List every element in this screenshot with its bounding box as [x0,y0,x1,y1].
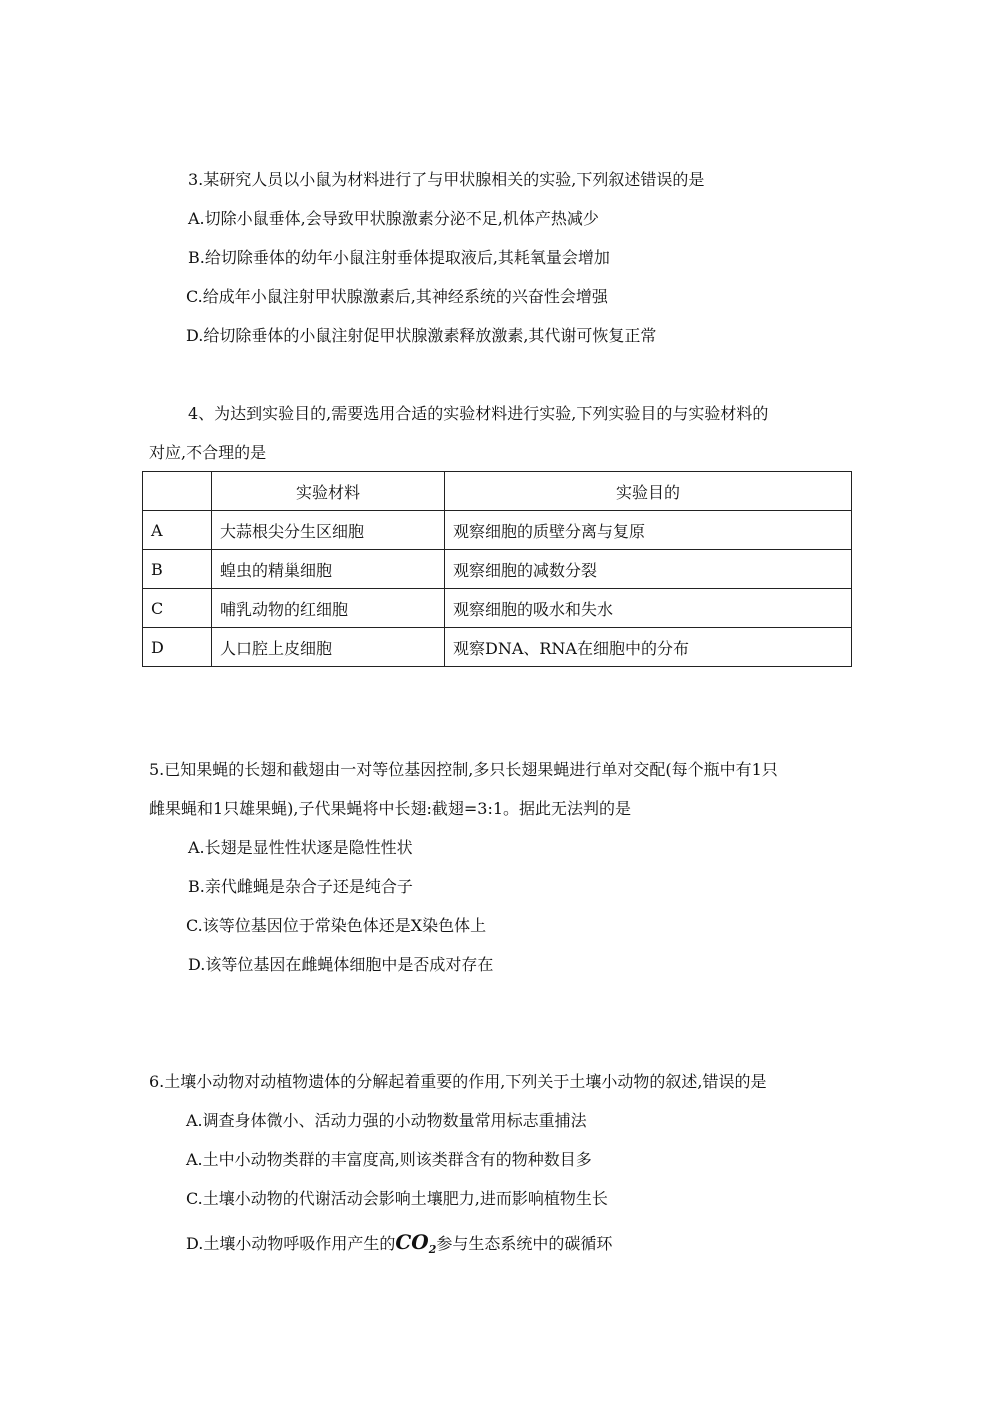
q5-stem-line1: 5.已知果蝇的长翅和截翅由一对等位基因控制,多只长翅果蝇进行单对交配(每个瓶中有1只 [149,760,778,779]
table-header-cell: 实验材料 [212,472,445,511]
table-cell: 哺乳动物的红细胞 [212,589,445,628]
co2-formula [395,1230,436,1254]
table-header-cell [143,472,212,511]
q5-option-c: C.该等位基因位于常染色体还是X染色体上 [186,916,487,935]
table-cell: 蝗虫的精巢细胞 [212,550,445,589]
q6-option-a: A.调查身体微小、活动力强的小动物数量常用标志重捕法 [186,1111,587,1130]
q3-option-b: B.给切除垂体的幼年小鼠注射垂体提取液后,其耗氧量会增加 [188,248,610,267]
table-row [143,511,852,550]
table-cell: 大蒜根尖分生区细胞 [212,511,445,550]
q6-stem: 6.土壤小动物对动植物遗体的分解起着重要的作用,下列关于土壤小动物的叙述,错误的是 [149,1072,767,1091]
q5-option-a: A.长翅是显性性状逐是隐性性状 [188,838,413,857]
table-cell: B [143,550,212,589]
q5-stem-line2: 雌果蝇和1只雄果蝇),子代果蝇将中长翅:截翅=3:1。据此无法判的是 [149,799,632,818]
co2-formula-subscript: 2 [428,1243,437,1256]
table-row [143,628,852,667]
q4-stem-line1: 4、为达到实验目的,需要选用合适的实验材料进行实验,下列实验目的与实验材料的 [188,404,769,423]
q6-option-d-text-before: D.土壤小动物呼吸作用产生的 [186,1234,396,1253]
table-row [143,550,852,589]
table-cell: 观察细胞的减数分裂 [445,550,852,589]
q3-option-c: C.给成年小鼠注射甲状腺激素后,其神经系统的兴奋性会增强 [186,287,608,306]
q4-stem-line2: 对应,不合理的是 [149,443,267,462]
q6-option-d [186,1232,612,1260]
table-cell: 人口腔上皮细胞 [212,628,445,667]
table-header-row [143,472,852,511]
co2-formula-main: CO [395,1230,429,1254]
q6-option-d-text-after: 参与生态系统中的碳循环 [436,1234,613,1253]
table-row [143,589,852,628]
q4-table [142,471,852,667]
table-cell: 观察细胞的吸水和失水 [445,589,852,628]
table-cell: C [143,589,212,628]
q3-stem: 3.某研究人员以小鼠为材料进行了与甲状腺相关的实验,下列叙述错误的是 [188,170,705,189]
table-cell: 观察细胞的质壁分离与复原 [445,511,852,550]
q3-option-d: D.给切除垂体的小鼠注射促甲状腺激素释放激素,其代谢可恢复正常 [186,326,657,345]
q5-option-b: B.亲代雌蝇是杂合子还是纯合子 [188,877,413,896]
table-cell: 观察DNA、RNA在细胞中的分布 [445,628,852,667]
q5-option-d: D.该等位基因在雌蝇体细胞中是否成对存在 [188,955,494,974]
table-cell: D [143,628,212,667]
q6-option-b: A.土中小动物类群的丰富度高,则该类群含有的物种数目多 [186,1150,592,1169]
q3-option-a: A.切除小鼠垂体,会导致甲状腺激素分泌不足,机体产热减少 [188,209,599,228]
table-header-cell: 实验目的 [445,472,852,511]
table-cell: A [143,511,212,550]
q6-option-c: C.土壤小动物的代谢活动会影响土壤肥力,进而影响植物生长 [186,1189,608,1208]
